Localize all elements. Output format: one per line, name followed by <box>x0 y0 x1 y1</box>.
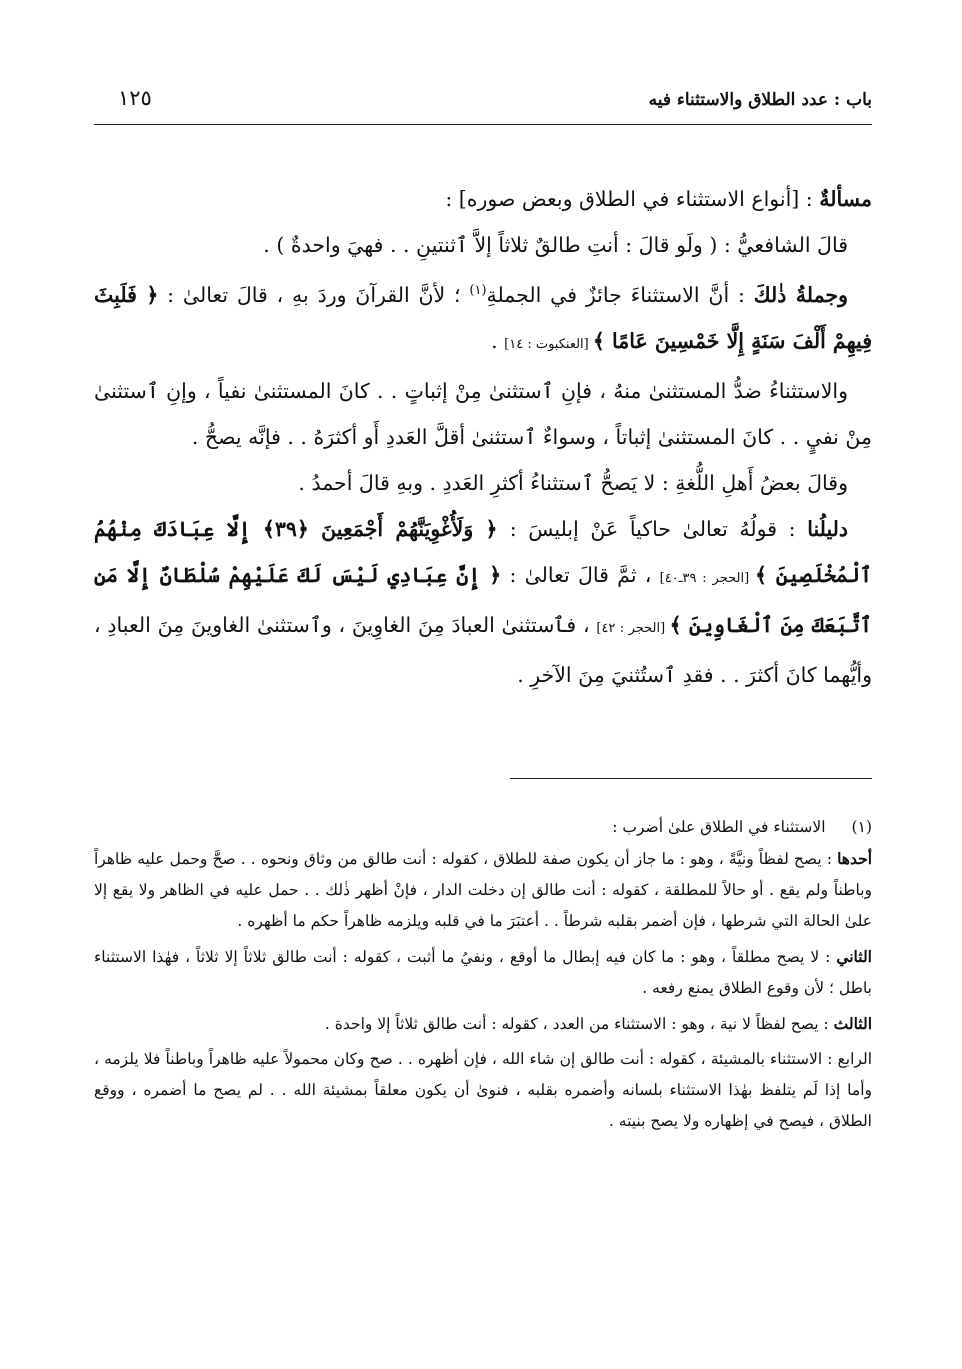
footnotes <box>94 812 872 1137</box>
footnote-type-4 <box>94 1044 872 1137</box>
type-4-text: : الاستثناء بالمشيئة ، كقوله : أنت طالق إن شاء الله ، فإن أظهره . . صح وكان محمولاً عليه ظاهراً وباطناً فلا يلزمه ، وأما إذا لَم يتلفظ بهٰذا الاستثناء بلسانه وأضمره بقلبه ، فنوىٰ أن يكون معلقاً بمشيئة الله . . لم يصح ما أضمره ، ووقع الطلاق ، فيصح في إظهاره ولا يصح بنيته . <box>94 1050 872 1130</box>
type-3-text: : يصح لفظاً لا نية ، وهو : الاستثناء من العدد ، كقوله : أنت طالق ثلاثاً إلا واحدة . <box>324 1015 834 1033</box>
footnote-intro <box>94 812 872 843</box>
linguists-opinion-paragraph: وقالَ بعضُ أَهلِ اللُّغةِ : لا يَصحُّ ٱستثناءُ أكثرِ العَددِ . وبهِ قالَ أحمدُ . <box>298 470 848 495</box>
footnote-intro-text: الاستثناء في الطلاق علىٰ أضرب : <box>612 818 826 836</box>
exception-rule-paragraph: والاستثناءُ ضدُّ المستثنىٰ منهُ ، فإنِ ٱستثنىٰ مِنْ إثباتٍ . . كانَ المستثنىٰ نفياً ، وإنِ ٱستثنىٰ مِنْ نفيٍ . . كانَ المستثنىٰ إثباتاً ، وسواءٌ ٱستثنىٰ أقلَّ العَددِ أَو أكثرَهُ . . فإنَّه يصحُّ . <box>94 378 872 449</box>
verse-reference-2: [الحجر : ٤٢] <box>596 620 670 636</box>
evidence-paragraph <box>94 506 872 698</box>
verse-reference: [العنكبوت : ١٤] <box>504 336 593 352</box>
type-3-label: الثالث <box>833 1014 872 1033</box>
type-1-label: أحدها <box>837 849 872 868</box>
quran-verse-2: ﴿ إِنَّ عِبَادِي لَيْسَ لَكَ عَلَيْهِمْ سُلْطَانٌ إِلَّا مَنِ ٱتَّبَعَكَ مِنَ ٱلْغَاوِينَ ﴾ <box>94 562 872 637</box>
summary-label: وجملةُ ذٰلكَ <box>753 282 848 307</box>
issue-title: : [أنواع الاستثناء في الطلاق وبعض صوره] : <box>445 187 820 211</box>
summary-text: : أنَّ الاستثناءَ جائزٌ في الجملةِ <box>486 282 754 307</box>
quran-verse: ﴿ فَلَبِثَ فِيهِمْ أَلْفَ سَنَةٍ إِلَّا خَمْسِينَ عَامًا ﴾ <box>94 282 872 353</box>
page-number: ١٢٥ <box>118 86 152 110</box>
quran-verse-1: ﴿ وَلَأُغْوِيَنَّهُمْ أَجْمَعِينَ ﴿٣٩﴾ إِلَّا عِبَادَكَ مِنْهُمُ ٱلْمُخْلَصِينَ ﴾ <box>94 516 872 587</box>
summary-paragraph <box>94 268 872 368</box>
summary-end: . <box>491 328 505 353</box>
evidence-text: : قولُهُ تعالىٰ حاكياً عَنْ إبليسَ : <box>509 516 808 541</box>
type-2-label: الثاني <box>836 947 872 966</box>
footnote-ref[interactable]: (١) <box>469 283 487 298</box>
evidence-text-3: ، فٱستثنىٰ العبادَ مِنَ الغاوِينَ ، وٱستثنىٰ الغاوينَ مِنَ العبادِ ، وأيُّهما كانَ أكثرَ . . فقدِ ٱستُثنيَ مِنَ الآخرِ . <box>94 612 872 687</box>
footnote-divider <box>510 778 872 779</box>
footnote-number: (١) <box>851 818 872 836</box>
chapter-title: باب : عدد الطلاق والاستثناء فيه <box>648 90 872 110</box>
evidence-text-2: ، ثمَّ قالَ تعالىٰ : <box>501 562 660 587</box>
footnote-type-2 <box>94 941 872 1004</box>
issue-heading-paragraph <box>94 176 872 222</box>
issue-label: مسألةٌ <box>819 187 872 211</box>
footnote-type-3 <box>94 1008 872 1040</box>
type-1-text: : يصح لفظاً ونيَّةً ، وهو : ما جاز أن يكون صفة للطلاق ، كقوله : أنت طالق من وثاق ونحوه . . صحَّ وحمل عليه ظاهراً وباطناً ولم يقع . أو حالاً للمطلقة ، كقوله : أنت طالق إن دخلت الدار ، فإنْ أظهر ذٰلك . . حمل عليه في الظاهر ولا يقع إلا علىٰ الحالة التي شرطها ، فإن أضمر بقلبه شرطاً . . أعتبَرَ ما في قلبه ويلزمه ظاهراً حكم ما أظهره . <box>94 850 872 930</box>
type-4-label: الرابع <box>837 1050 872 1068</box>
footnote-type-1 <box>94 843 872 937</box>
main-text <box>94 176 872 698</box>
running-header <box>94 84 872 125</box>
type-2-text: : لا يصح مطلقاً ، وهو : ما كان فيه إبطال ما أوقع ، ونفيُ ما أثبت ، كقوله : أنت طالق ثلاثاً إلا ثلاثاً ، فهٰذا الاستثناء باطل ؛ لأن وقوع الطلاق يمنع رفعه . <box>94 948 872 997</box>
verse-reference-1: [الحجر : ٣٩ـ٤٠] <box>659 570 755 586</box>
evidence-label: دليلُنا <box>807 516 848 541</box>
summary-text-2: ؛ لأنَّ القرآنَ وردَ بهِ ، قالَ تعالىٰ : <box>167 282 470 307</box>
shafii-quote-paragraph: قالَ الشافعيُّ : ( ولَو قالَ : أنتِ طالقٌ ثلاثاً إلاَّ ٱثنتينِ . . فهيَ واحدةٌ ) . <box>263 233 848 257</box>
